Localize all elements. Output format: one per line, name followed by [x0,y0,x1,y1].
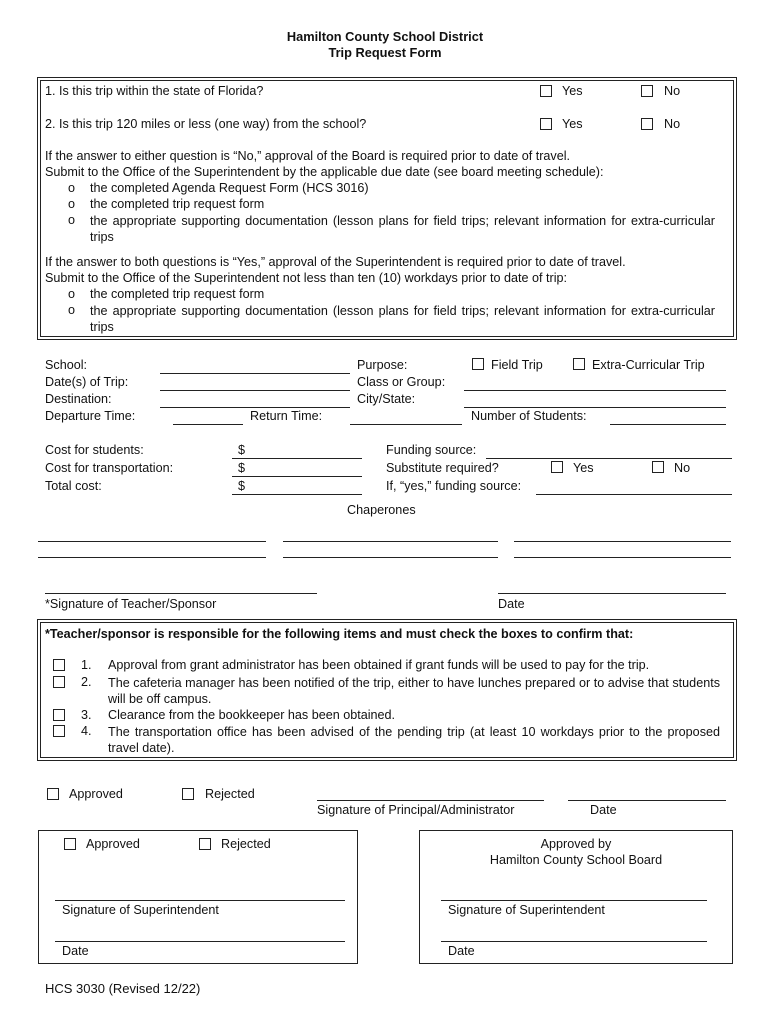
q1-no-label: No [664,84,681,98]
item-number: 3. [81,708,92,722]
item-text: The cafeteria manager has been notified of the trip, either to have lunches prepared or to advise that students will be off campus. [108,676,720,706]
total-cost-label: Total cost: [45,479,102,493]
field-trip-checkbox[interactable] [472,358,484,370]
cost-students-field[interactable] [232,458,362,459]
q1-yes-label: Yes [562,84,583,98]
destination-field[interactable] [160,407,350,408]
principal-signature-label: Signature of Principal/Administrator [317,803,515,817]
bullet-icon: o [68,303,76,317]
extra-curricular-label: Extra-Curricular Trip [592,358,705,372]
item-3-checkbox[interactable] [53,709,65,721]
board-signature-label: Signature of Superintendent [448,903,605,917]
q2-yes-checkbox[interactable] [540,118,552,130]
board-signature-field[interactable] [441,900,707,901]
bullet-icon: o [68,197,76,211]
principal-approved-label: Approved [69,787,123,801]
extra-curricular-checkbox[interactable] [573,358,585,370]
city-state-field[interactable] [464,407,726,408]
bullet-icon: o [68,287,76,301]
responsibility-heading: *Teacher/sponsor is responsible for the following items and must check the boxes to confirm that: [45,627,634,641]
chaperone-field[interactable] [283,557,498,558]
chaperone-field[interactable] [38,541,266,542]
district-name: Hamilton County School District [286,29,484,44]
super-signature-field[interactable] [55,900,345,901]
board-name: Hamilton County School Board [489,853,663,867]
chaperone-field[interactable] [38,557,266,558]
chaperone-field[interactable] [514,557,731,558]
q2-yes-label: Yes [562,117,583,131]
super-date-field[interactable] [55,941,345,942]
chaperone-field[interactable] [283,541,498,542]
super-rejected-checkbox[interactable] [199,838,211,850]
q1-no-checkbox[interactable] [641,85,653,97]
substitute-label: Substitute required? [386,461,499,475]
item-4-checkbox[interactable] [53,725,65,737]
board-date-field[interactable] [441,941,707,942]
return-label: Return Time: [250,409,323,423]
board-rule-line2: Submit to the Office of the Superintendent by the applicable due date (see board meeting schedule): [45,165,604,179]
item-2-checkbox[interactable] [53,676,65,688]
departure-field[interactable] [173,424,243,425]
principal-signature-field[interactable] [317,800,544,801]
substitute-no-label: No [674,461,691,475]
super-signature-label: Signature of Superintendent [62,903,219,917]
chaperones-label: Chaperones [347,503,416,517]
q1-yes-checkbox[interactable] [540,85,552,97]
super-approved-label: Approved [86,837,140,851]
item-number: 4. [81,724,92,738]
item-text: Clearance from the bookkeeper has been obtained. [108,708,396,722]
item-number: 2. [81,675,92,689]
q2-no-label: No [664,117,681,131]
item-text: Approval from grant administrator has been obtained if grant funds will be used to pay for the trip. [108,658,650,672]
substitute-no-checkbox[interactable] [652,461,664,473]
teacher-signature-label: *Signature of Teacher/Sponsor [45,597,217,611]
q2-no-checkbox[interactable] [641,118,653,130]
class-group-label: Class or Group: [357,375,446,389]
substitute-yes-checkbox[interactable] [551,461,563,473]
principal-rejected-checkbox[interactable] [182,788,194,800]
item-1-checkbox[interactable] [53,659,65,671]
departure-label: Departure Time: [45,409,136,423]
if-yes-funding-field[interactable] [536,494,732,495]
board-date-label: Date [448,944,475,958]
super-rule-line1: If the answer to both questions is “Yes,” approval of the Superintendent is required prior to date of travel. [45,255,626,269]
super-approved-checkbox[interactable] [64,838,76,850]
principal-date-label: Date [590,803,617,817]
super-rejected-label: Rejected [221,837,271,851]
funding-source-field[interactable] [486,458,732,459]
principal-rejected-label: Rejected [205,787,255,801]
principal-approved-checkbox[interactable] [47,788,59,800]
teacher-date-label: Date [498,597,525,611]
school-label: School: [45,358,88,372]
board-approved-by: Approved by [540,837,612,851]
class-group-field[interactable] [464,390,726,391]
destination-label: Destination: [45,392,112,406]
return-field[interactable] [350,424,462,425]
bullet-icon: o [68,213,76,227]
board-rule-line1: If the answer to either question is “No,” approval of the Board is required prior to date of travel. [45,149,571,163]
school-field[interactable] [160,373,350,374]
teacher-signature-field[interactable] [45,593,317,594]
funding-source-label: Funding source: [386,443,477,457]
bullet-icon: o [68,181,76,195]
super-date-label: Date [62,944,89,958]
dates-label: Date(s) of Trip: [45,375,129,389]
teacher-date-field[interactable] [498,593,726,594]
if-yes-funding-label: If, “yes,” funding source: [386,479,522,493]
city-state-label: City/State: [357,392,416,406]
form-revision: HCS 3030 (Revised 12/22) [45,981,201,996]
cost-transport-field[interactable] [232,476,362,477]
field-trip-label: Field Trip [491,358,543,372]
cost-transport-currency: $ [238,461,246,475]
total-cost-field[interactable] [232,494,362,495]
question-1: 1. Is this trip within the state of Florida? [45,84,264,98]
total-cost-currency: $ [238,479,246,493]
super-rule-line2: Submit to the Office of the Superintendent not less than ten (10) workdays prior to date of trip: [45,271,568,285]
form-title: Trip Request Form [328,45,442,60]
question-2: 2. Is this trip 120 miles or less (one way) from the school? [45,117,367,131]
chaperone-field[interactable] [514,541,731,542]
num-students-label: Number of Students: [471,409,587,423]
substitute-yes-label: Yes [573,461,594,475]
dates-field[interactable] [160,390,350,391]
item-number: 1. [81,658,92,672]
principal-date-field[interactable] [568,800,726,801]
num-students-field[interactable] [610,424,726,425]
cost-transport-label: Cost for transportation: [45,461,174,475]
cost-students-currency: $ [238,443,246,457]
purpose-label: Purpose: [357,358,408,372]
item-text: The transportation office has been advised of the pending trip (at least 10 workdays prior to the proposed travel date). [108,725,720,755]
cost-students-label: Cost for students: [45,443,144,457]
